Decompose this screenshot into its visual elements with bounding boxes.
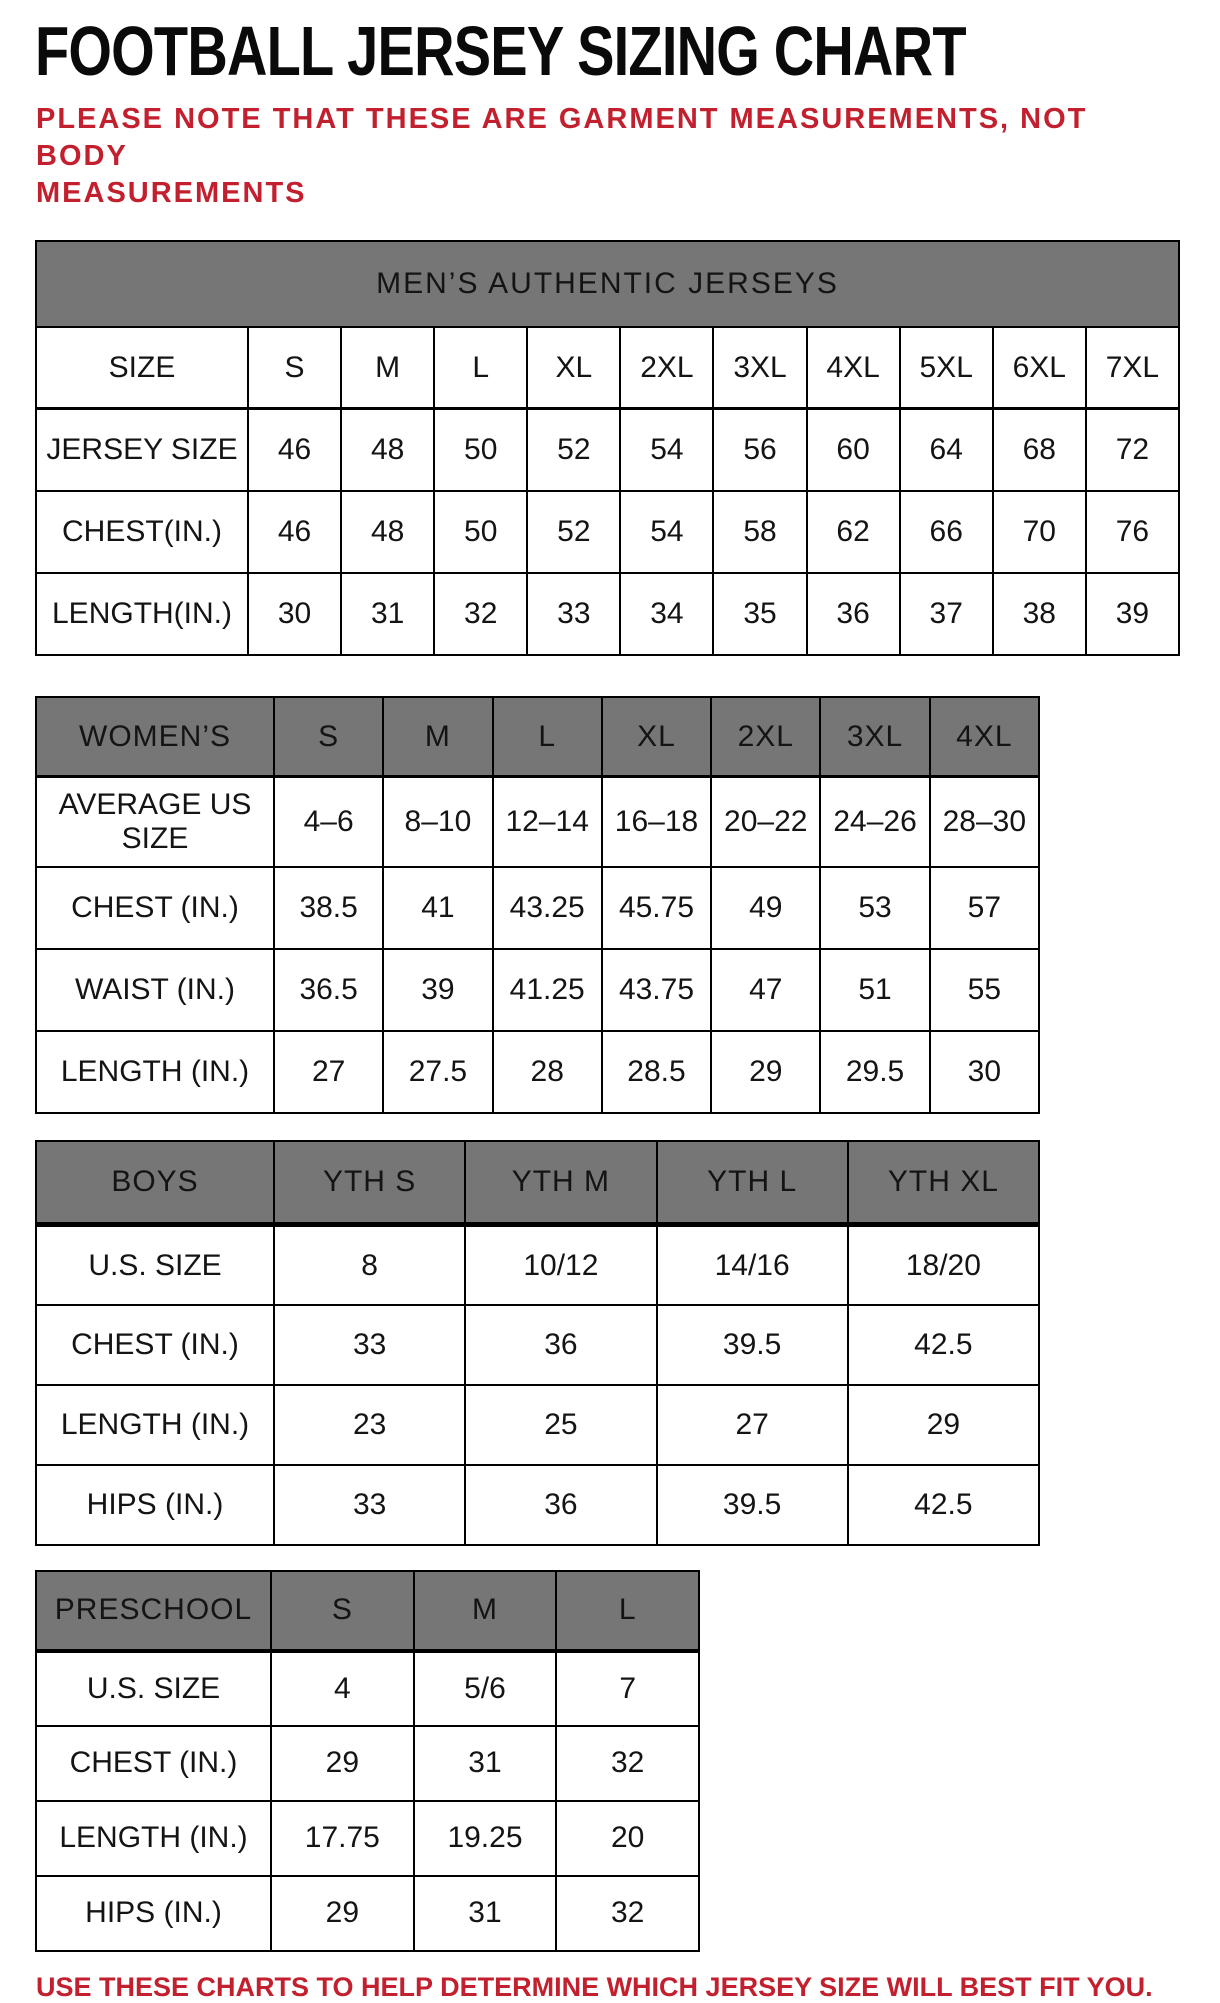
mens-column-header: 7XL xyxy=(1086,327,1179,409)
mens-column-header: 2XL xyxy=(620,327,713,409)
preschool-cell: 4 xyxy=(271,1651,414,1726)
mens-column-header: 5XL xyxy=(900,327,993,409)
mens-cell: 56 xyxy=(713,409,806,491)
mens-row xyxy=(36,491,1179,573)
boys-cell: 14/16 xyxy=(657,1225,848,1305)
mens-cell: 76 xyxy=(1086,491,1179,573)
boys-row xyxy=(36,1385,1039,1465)
mens-banner-title: MEN’S AUTHENTIC JERSEYS xyxy=(36,241,1179,327)
mens-cell: 68 xyxy=(993,409,1086,491)
womens-cell: 57 xyxy=(930,867,1039,949)
mens-cell: 38 xyxy=(993,573,1086,655)
mens-cell: 37 xyxy=(900,573,993,655)
boys-row-label: U.S. SIZE xyxy=(36,1225,274,1305)
boys-cell: 10/12 xyxy=(465,1225,656,1305)
page-title: FOOTBALL JERSEY SIZING CHART xyxy=(35,12,966,90)
boys-cell: 36 xyxy=(465,1465,656,1545)
boys-column-header: YTH XL xyxy=(848,1141,1039,1225)
mens-cell: 48 xyxy=(341,491,434,573)
womens-cell: 27 xyxy=(274,1031,383,1113)
footer-note: USE THESE CHARTS TO HELP DETERMINE WHICH JERSEY SIZE WILL BEST FIT YOU. xyxy=(36,1971,1153,2002)
mens-cell: 50 xyxy=(434,409,527,491)
womens-row-label: WAIST (IN.) xyxy=(36,949,274,1031)
boys-cell: 33 xyxy=(274,1305,465,1385)
preschool-cell: 19.25 xyxy=(414,1801,557,1876)
womens-cell: 43.75 xyxy=(602,949,711,1031)
boys-row xyxy=(36,1305,1039,1385)
womens-cell: 49 xyxy=(711,867,820,949)
mens-cell: 34 xyxy=(620,573,713,655)
womens-cell: 20–22 xyxy=(711,777,820,867)
boys-row-label: HIPS (IN.) xyxy=(36,1465,274,1545)
preschool-row-label: LENGTH (IN.) xyxy=(36,1801,271,1876)
womens-cell: 28 xyxy=(493,1031,602,1113)
mens-cell: 58 xyxy=(713,491,806,573)
mens-column-header: 4XL xyxy=(807,327,900,409)
womens-row xyxy=(36,867,1039,949)
womens-cell: 24–26 xyxy=(820,777,929,867)
boys-cell: 25 xyxy=(465,1385,656,1465)
garment-measurements-note xyxy=(36,101,1185,212)
mens-header-label: SIZE xyxy=(36,327,248,409)
womens-cell: 29.5 xyxy=(820,1031,929,1113)
mens-header-row xyxy=(36,327,1179,409)
mens-cell: 46 xyxy=(248,491,341,573)
preschool-cell: 17.75 xyxy=(271,1801,414,1876)
boys-column-header: YTH L xyxy=(657,1141,848,1225)
note-line-2: MEASUREMENTS xyxy=(36,176,307,209)
preschool-row xyxy=(36,1651,699,1726)
mens-row-label: CHEST(IN.) xyxy=(36,491,248,573)
womens-cell: 28.5 xyxy=(602,1031,711,1113)
mens-cell: 62 xyxy=(807,491,900,573)
mens-cell: 48 xyxy=(341,409,434,491)
womens-column-header: M xyxy=(383,697,492,777)
preschool-row xyxy=(36,1876,699,1951)
boys-row xyxy=(36,1465,1039,1545)
preschool-row-label: CHEST (IN.) xyxy=(36,1726,271,1801)
womens-cell: 36.5 xyxy=(274,949,383,1031)
womens-cell: 38.5 xyxy=(274,867,383,949)
mens-cell: 66 xyxy=(900,491,993,573)
womens-cell: 16–18 xyxy=(602,777,711,867)
preschool-column-header: L xyxy=(556,1571,699,1651)
boys-cell: 29 xyxy=(848,1385,1039,1465)
preschool-cell: 32 xyxy=(556,1726,699,1801)
mens-cell: 30 xyxy=(248,573,341,655)
preschool-cell: 29 xyxy=(271,1726,414,1801)
mens-cell: 52 xyxy=(527,491,620,573)
boys-row-label: LENGTH (IN.) xyxy=(36,1385,274,1465)
womens-cell: 55 xyxy=(930,949,1039,1031)
womens-header-row xyxy=(36,697,1039,777)
mens-cell: 32 xyxy=(434,573,527,655)
womens-cell: 30 xyxy=(930,1031,1039,1113)
boys-cell: 18/20 xyxy=(848,1225,1039,1305)
preschool-row xyxy=(36,1801,699,1876)
boys-cell: 36 xyxy=(465,1305,656,1385)
womens-cell: 27.5 xyxy=(383,1031,492,1113)
womens-cell: 41.25 xyxy=(493,949,602,1031)
preschool-cell: 32 xyxy=(556,1876,699,1951)
womens-cell: 12–14 xyxy=(493,777,602,867)
mens-cell: 72 xyxy=(1086,409,1179,491)
womens-column-header: XL xyxy=(602,697,711,777)
preschool-cell: 29 xyxy=(271,1876,414,1951)
womens-cell: 8–10 xyxy=(383,777,492,867)
preschool-header-row xyxy=(36,1571,699,1651)
womens-cell: 45.75 xyxy=(602,867,711,949)
boys-cell: 33 xyxy=(274,1465,465,1545)
womens-cell: 39 xyxy=(383,949,492,1031)
womens-sizing-table xyxy=(35,696,1040,1114)
womens-row xyxy=(36,1031,1039,1113)
mens-cell: 60 xyxy=(807,409,900,491)
womens-cell: 51 xyxy=(820,949,929,1031)
mens-cell: 31 xyxy=(341,573,434,655)
womens-cell: 47 xyxy=(711,949,820,1031)
mens-cell: 70 xyxy=(993,491,1086,573)
mens-column-header: XL xyxy=(527,327,620,409)
boys-sizing-table xyxy=(35,1140,1040,1546)
boys-cell: 42.5 xyxy=(848,1305,1039,1385)
womens-cell: 53 xyxy=(820,867,929,949)
womens-row xyxy=(36,949,1039,1031)
mens-column-header: L xyxy=(434,327,527,409)
womens-row-label: AVERAGE US SIZE xyxy=(36,777,274,867)
mens-row-label: JERSEY SIZE xyxy=(36,409,248,491)
womens-column-header: S xyxy=(274,697,383,777)
boys-cell: 8 xyxy=(274,1225,465,1305)
mens-cell: 50 xyxy=(434,491,527,573)
womens-column-header: 4XL xyxy=(930,697,1039,777)
boys-cell: 39.5 xyxy=(657,1465,848,1545)
womens-row xyxy=(36,777,1039,867)
womens-cell: 29 xyxy=(711,1031,820,1113)
mens-column-header: 3XL xyxy=(713,327,806,409)
womens-cell: 41 xyxy=(383,867,492,949)
mens-row xyxy=(36,409,1179,491)
boys-header-row xyxy=(36,1141,1039,1225)
womens-row-label: LENGTH (IN.) xyxy=(36,1031,274,1113)
preschool-header-label: PRESCHOOL xyxy=(36,1571,271,1651)
boys-column-header: YTH S xyxy=(274,1141,465,1225)
mens-cell: 64 xyxy=(900,409,993,491)
mens-row-label: LENGTH(IN.) xyxy=(36,573,248,655)
boys-cell: 23 xyxy=(274,1385,465,1465)
mens-cell: 39 xyxy=(1086,573,1179,655)
womens-column-header: 2XL xyxy=(711,697,820,777)
womens-cell: 4–6 xyxy=(274,777,383,867)
womens-column-header: 3XL xyxy=(820,697,929,777)
mens-authentic-jerseys-table xyxy=(35,240,1180,656)
preschool-column-header: M xyxy=(414,1571,557,1651)
mens-cell: 33 xyxy=(527,573,620,655)
preschool-row-label: U.S. SIZE xyxy=(36,1651,271,1726)
preschool-column-header: S xyxy=(271,1571,414,1651)
mens-cell: 52 xyxy=(527,409,620,491)
preschool-cell: 31 xyxy=(414,1876,557,1951)
womens-column-header: L xyxy=(493,697,602,777)
preschool-sizing-table xyxy=(35,1570,700,1952)
mens-row xyxy=(36,573,1179,655)
boys-column-header: YTH M xyxy=(465,1141,656,1225)
preschool-cell: 5/6 xyxy=(414,1651,557,1726)
mens-cell: 54 xyxy=(620,491,713,573)
mens-column-header: 6XL xyxy=(993,327,1086,409)
mens-cell: 36 xyxy=(807,573,900,655)
boys-cell: 42.5 xyxy=(848,1465,1039,1545)
mens-banner-row xyxy=(36,241,1179,327)
preschool-row xyxy=(36,1726,699,1801)
mens-column-header: M xyxy=(341,327,434,409)
preschool-cell: 20 xyxy=(556,1801,699,1876)
preschool-cell: 31 xyxy=(414,1726,557,1801)
boys-cell: 39.5 xyxy=(657,1305,848,1385)
boys-header-label: BOYS xyxy=(36,1141,274,1225)
boys-cell: 27 xyxy=(657,1385,848,1465)
mens-cell: 46 xyxy=(248,409,341,491)
preschool-cell: 7 xyxy=(556,1651,699,1726)
mens-cell: 35 xyxy=(713,573,806,655)
womens-row-label: CHEST (IN.) xyxy=(36,867,274,949)
boys-row-label: CHEST (IN.) xyxy=(36,1305,274,1385)
preschool-row-label: HIPS (IN.) xyxy=(36,1876,271,1951)
note-line-1: PLEASE NOTE THAT THESE ARE GARMENT MEASUREMENTS, NOT BODY xyxy=(36,102,1088,172)
mens-column-header: S xyxy=(248,327,341,409)
boys-row xyxy=(36,1225,1039,1305)
womens-header-label: WOMEN’S xyxy=(36,697,274,777)
mens-cell: 54 xyxy=(620,409,713,491)
womens-cell: 43.25 xyxy=(493,867,602,949)
womens-cell: 28–30 xyxy=(930,777,1039,867)
